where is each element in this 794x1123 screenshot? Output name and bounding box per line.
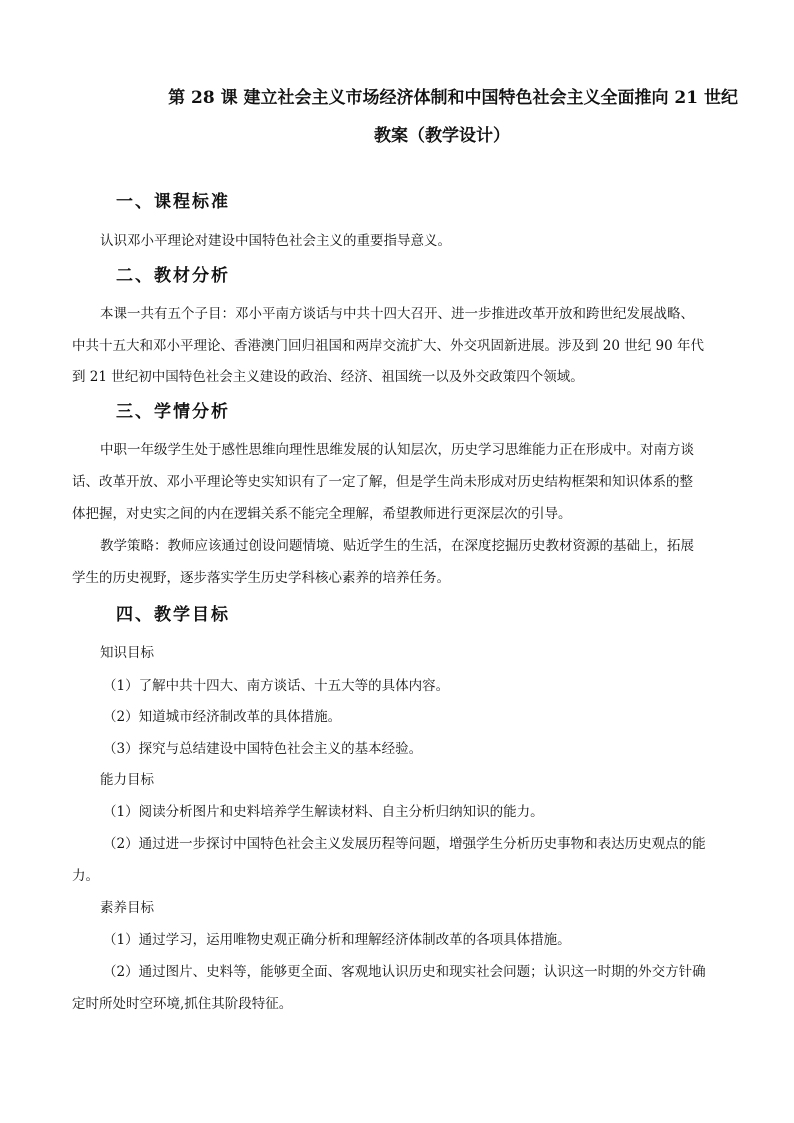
learner-analysis-line-3: 体把握，对史实之间的内在逻辑关系不能完全理解，希望教师进行更深层次的引导。 — [72, 506, 572, 522]
literacy-objective-2-line-2: 定时所处时空环境,抓住其阶段特征。 — [72, 996, 293, 1012]
curriculum-standard-text: 认识邓小平理论对建设中国特色社会主义的重要指导意义。 — [100, 233, 451, 249]
literacy-objective-2-line-1: （2）通过图片、史料等，能够更全面、客观地认识历史和现实社会问题；认识这一时期的外交方针确 — [103, 964, 706, 980]
knowledge-objective-1: （1）了解中共十四大、南方谈话、十五大等的具体内容。 — [103, 678, 450, 694]
section-heading-textbook-analysis: 二、教材分析 — [116, 266, 230, 286]
ability-objectives-label: 能力目标 — [100, 772, 154, 788]
knowledge-objective-3: （3）探究与总结建设中国特色社会主义的基本经验。 — [103, 741, 423, 757]
literacy-objective-1: （1）通过学习，运用唯物史观正确分析和理解经济体制改革的各项具体措施。 — [103, 932, 571, 948]
ability-objective-2-line-2: 力。 — [72, 868, 99, 884]
textbook-analysis-line-1: 本课一共有五个子目：邓小平南方谈话与中共十四大召开、进一步推进改革开放和跨世纪发展战略、 — [100, 306, 694, 322]
textbook-analysis-line-2: 中共十五大和邓小平理论、香港澳门回归祖国和两岸交流扩大、外交巩固新进展。涉及到 20 世纪 90 年代 — [72, 338, 705, 354]
document-title-line-1: 第 28 课 建立社会主义市场经济体制和中国特色社会主义全面推向 21 世纪 — [168, 88, 738, 108]
document-title-line-2: 教案（教学设计） — [374, 126, 510, 146]
ability-objective-1: （1）阅读分析图片和史料培养学生解读材料、自主分析归纳知识的能力。 — [103, 804, 544, 820]
learner-analysis-line-1: 中职一年级学生处于感性思维向理性思维发展的认知层次，历史学习思维能力正在形成中。对南方谈 — [100, 442, 694, 458]
learner-analysis-line-2: 话、改革开放、邓小平理论等史实知识有了一定了解，但是学生尚未形成对历史结构框架和知识体系的整 — [72, 474, 693, 490]
ability-objective-2-line-1: （2）通过进一步探讨中国特色社会主义发展历程等问题，增强学生分析历史事物和表达历史观点的能 — [103, 836, 706, 852]
teaching-strategy-line-2: 学生的历史视野，逐步落实学生历史学科核心素养的培养任务。 — [72, 570, 450, 586]
section-heading-learner-analysis: 三、学情分析 — [116, 402, 230, 422]
textbook-analysis-line-3: 到 21 世纪初中国特色社会主义建设的政治、经济、祖国统一以及外交政策四个领域。 — [72, 369, 584, 385]
teaching-strategy-line-1: 教学策略：教师应该通过创设问题情境、贴近学生的生活，在深度挖掘历史教材资源的基础上，拓展 — [100, 538, 694, 554]
section-heading-curriculum-standard: 一、课程标准 — [116, 192, 230, 212]
literacy-objectives-label: 素养目标 — [100, 900, 154, 916]
knowledge-objective-2: （2）知道城市经济制改革的具体措施。 — [103, 709, 342, 725]
section-heading-teaching-objectives: 四、教学目标 — [116, 605, 230, 625]
knowledge-objectives-label: 知识目标 — [100, 645, 154, 661]
